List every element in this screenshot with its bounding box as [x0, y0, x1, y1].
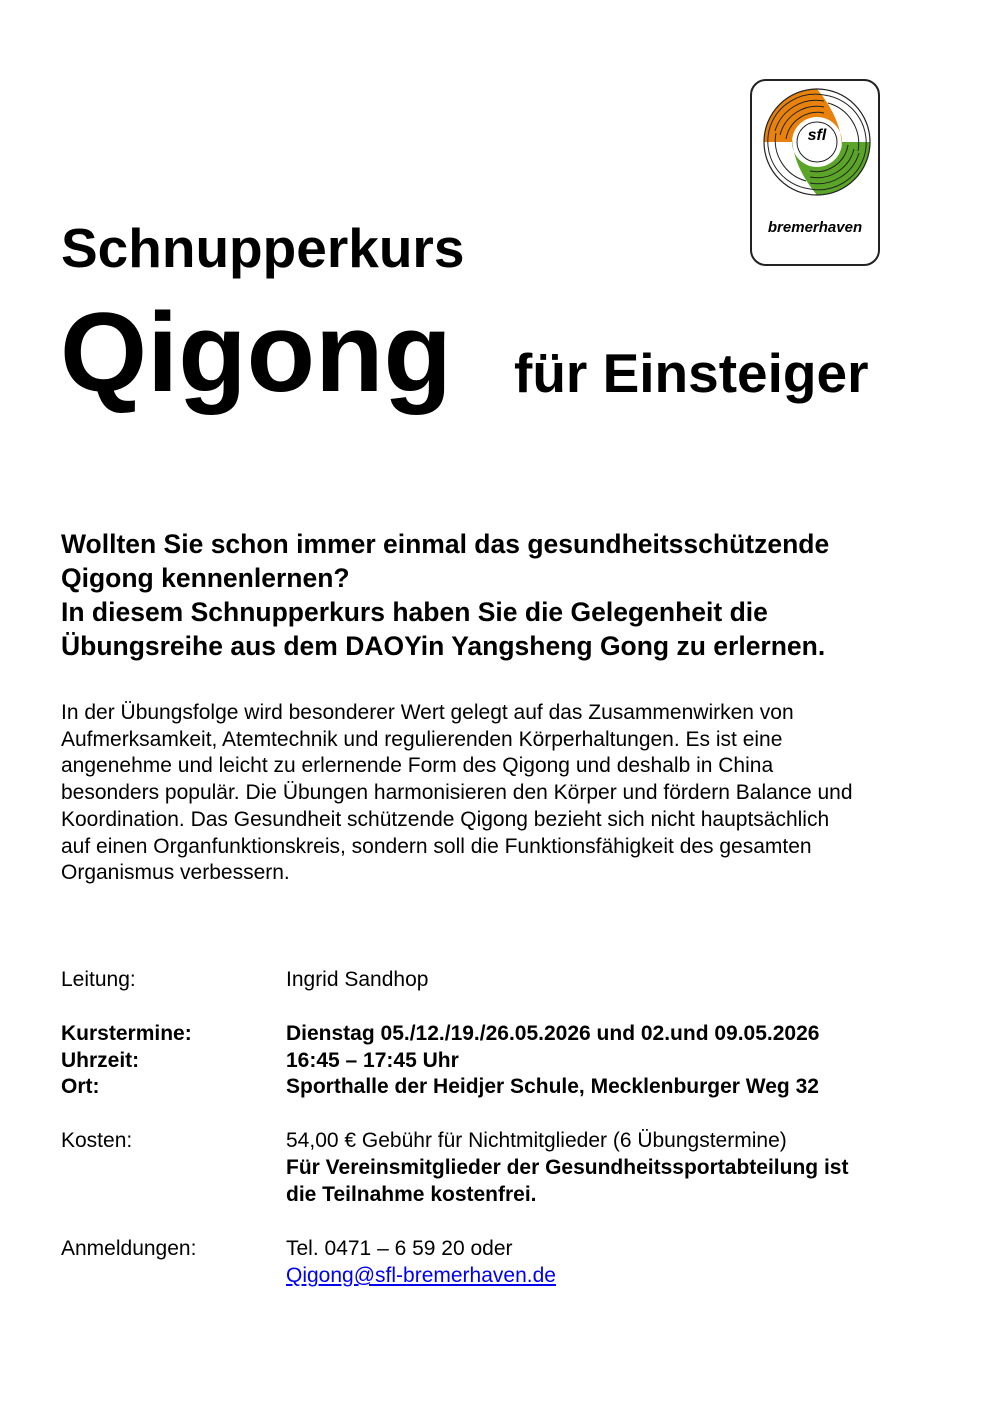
- kurstermine-value: Dienstag 05./12./19./26.05.2026 und 02.und 09.05.2026: [286, 1022, 820, 1045]
- body-line: In der Übungsfolge wird besonderer Wert gelegt auf das Zusammenwirken von: [61, 701, 794, 724]
- logo-caption: bremerhaven: [767, 219, 863, 236]
- anmeldungen-label: Anmeldungen:: [61, 1237, 197, 1260]
- kosten-value: 54,00 € Gebühr für Nichtmitglieder (6 Übungstermine): [286, 1129, 787, 1152]
- body-line: Aufmerksamkeit, Atemtechnik und regulierenden Körperhaltungen. Es ist eine: [61, 727, 783, 751]
- ort-value: Sporthalle der Heidjer Schule, Mecklenburger Weg 32: [286, 1075, 819, 1098]
- title-line1: Schnupperkurs: [61, 217, 465, 279]
- kosten-note: die Teilnahme kostenfrei.: [286, 1183, 537, 1206]
- sfl-logo: [750, 79, 880, 266]
- intro-heading: [61, 527, 829, 663]
- email-link[interactable]: Qigong@sfl-bremerhaven.de: [286, 1264, 556, 1287]
- body-line: Organismus verbessern.: [61, 861, 290, 885]
- body-line: besonders populär. Die Übungen harmonisieren den Körper und fördern Balance und: [61, 781, 853, 805]
- body-line: angenehme und leicht zu erlernende Form des Qigong und deshalb in China: [61, 754, 774, 778]
- title-sub: für Einsteiger: [514, 342, 869, 404]
- kurstermine-label: Kurstermine:: [61, 1022, 192, 1045]
- logo-sfl-text: sfl: [807, 127, 827, 144]
- leitung-value: Ingrid Sandhop: [286, 968, 429, 991]
- intro-line: Qigong kennenlernen?: [61, 563, 350, 593]
- body-line: auf einen Organfunktionskreis, sondern soll die Funktionsfähigkeit des gesamten: [61, 834, 812, 858]
- uhrzeit-value: 16:45 – 17:45 Uhr: [286, 1049, 459, 1072]
- uhrzeit-label: Uhrzeit:: [61, 1049, 140, 1072]
- kosten-note: Für Vereinsmitglieder der Gesundheitssportabteilung ist: [286, 1156, 849, 1179]
- description-paragraph: [61, 700, 853, 887]
- leitung-label: Leitung:: [61, 968, 136, 991]
- anmeldungen-phone: Tel. 0471 – 6 59 20 oder: [286, 1237, 513, 1260]
- kosten-label: Kosten:: [61, 1129, 133, 1152]
- intro-line: Wollten Sie schon immer einmal das gesundheitsschützende: [61, 529, 830, 559]
- body-line: Koordination. Das Gesundheit schützende Qigong bezieht sich nicht hauptsächlich: [61, 807, 830, 831]
- ort-label: Ort:: [61, 1075, 100, 1098]
- intro-line: Übungsreihe aus dem DAOYin Yangsheng Gong zu erlernen.: [61, 631, 826, 661]
- intro-line: In diesem Schnupperkurs haben Sie die Gelegenheit die: [61, 597, 768, 627]
- title-main: Qigong: [60, 290, 452, 415]
